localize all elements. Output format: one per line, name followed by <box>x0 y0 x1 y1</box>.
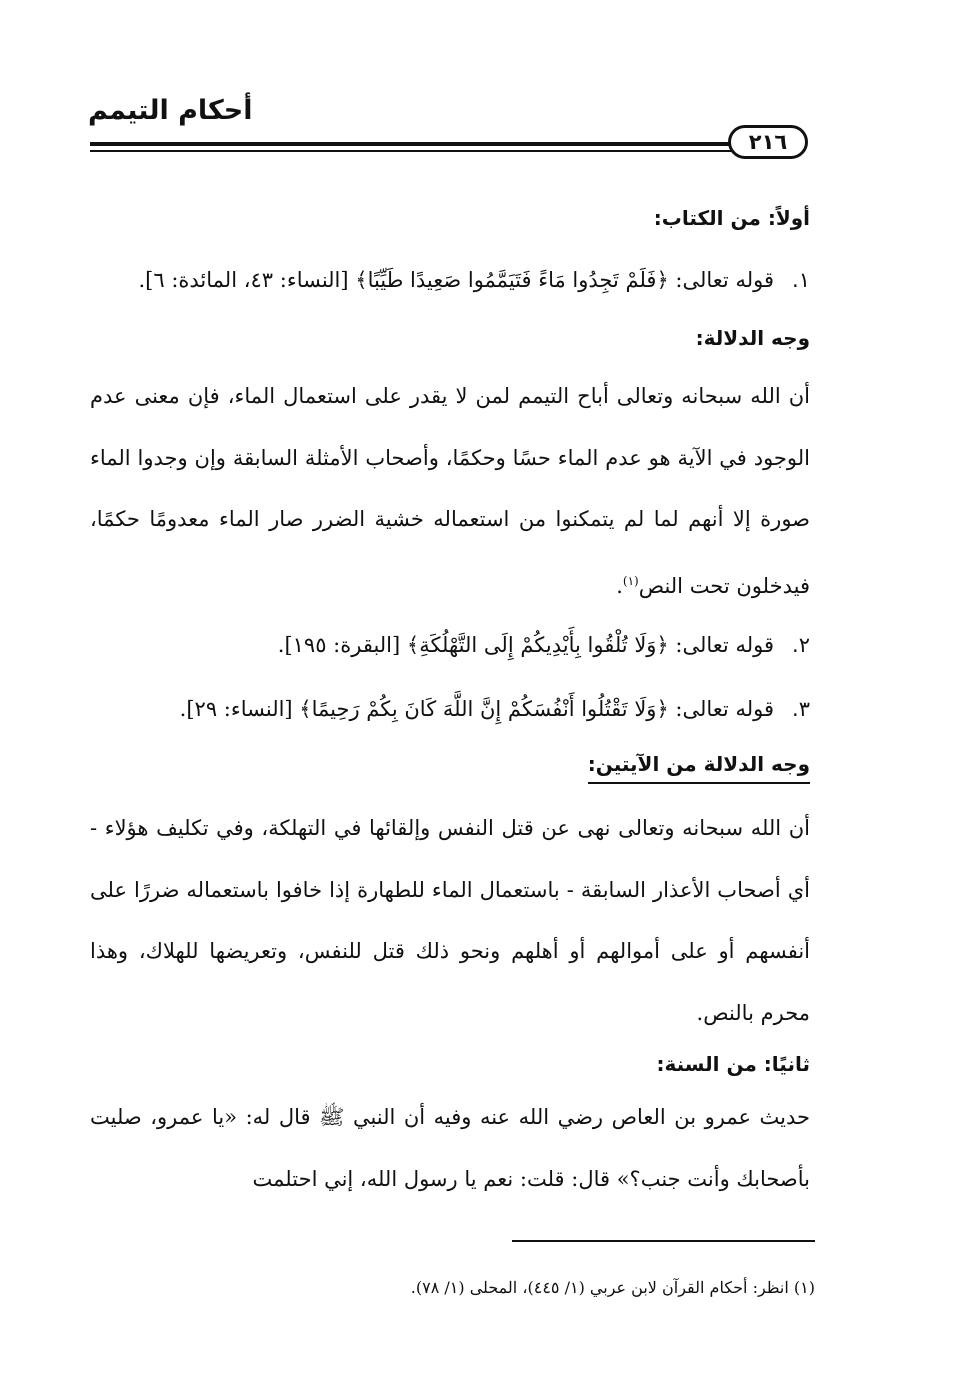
section-heading-sunnah: ثانيًا: من السنة: <box>656 1052 810 1076</box>
paragraph-text: أن الله سبحانه وتعالى أباح التيمم لمن لا يقدر على استعمال الماء، فإن معنى عدم الوجود في الآية هو عدم الماء حسًا وحكمًا، وأصحاب الأمثلة السابقة وإن وجدوا الماء صورة إلا أنهم لما لم يتمكنوا من استعماله خشية الضرر صار الماء معدومًا حكمًا، فيدخلون تحت النص <box>90 384 810 598</box>
evidence-item-2 <box>90 633 810 657</box>
subheading-evidence-2 <box>90 752 810 784</box>
page-number-badge: ٢١٦ <box>728 125 808 159</box>
header-rule-thin <box>90 150 740 152</box>
subheading-evidence-1: وجه الدلالة: <box>695 326 810 350</box>
section-heading-quran: أولاً: من الكتاب: <box>653 206 810 230</box>
item-text: قوله تعالى: ﴿وَلَا تُلْقُوا بِأَيْدِيكُمْ إِلَى التَّهْلُكَةِ﴾ [البقرة: ١٩٥]. <box>277 633 774 657</box>
item-number: ١. <box>792 268 810 292</box>
evidence-paragraph-1: أن الله سبحانه وتعالى أباح التيمم لمن لا يقدر على استعمال الماء، فإن معنى عدم الوجود في الآية هو عدم الماء حسًا وحكمًا، وأصحاب الأمثلة السابقة وإن وجدوا الماء صورة إلا أنهم لما لم يتمكنوا من استعماله خشية الضرر صار الماء معدومًا حكمًا، فيدخلون تحت النص$^{(١)}$. <box>90 384 810 598</box>
evidence-item-3 <box>90 697 810 721</box>
footnote-marker[interactable]: (١) <box>622 573 639 588</box>
evidence-paragraph-2: أن الله سبحانه وتعالى نهى عن قتل النفس وإلقائها في التهلكة، وفي تكليف هؤلاء - أي أصحاب الأعذار السابقة - باستعمال الماء للطهارة إذا خافوا باستعماله ضررًا على أنفسهم أو على أموالهم أو أهلهم ونحو ذلك قتل للنفس، وتعريضها للهلاك، وهذا محرم بالنص. <box>90 816 810 1025</box>
running-header-title: أحكام التيمم <box>88 95 253 126</box>
evidence-item-1 <box>90 268 810 292</box>
item-text: قوله تعالى: ﴿وَلَا تَقْتُلُوا أَنْفُسَكُمْ إِنَّ اللَّهَ كَانَ بِكُمْ رَحِيمًا﴾ [النساء: ٢٩]. <box>179 697 774 721</box>
header-rule-thick <box>90 142 740 146</box>
item-text: قوله تعالى: ﴿فَلَمْ تَجِدُوا مَاءً فَتَيَمَّمُوا صَعِيدًا طَيِّبًا﴾ [النساء: ٤٣، المائدة: ٦]. <box>138 268 774 292</box>
item-number: ٣. <box>792 697 810 721</box>
footnote-separator <box>512 1240 815 1242</box>
footnote: (١) انظر: أحكام القرآن لابن عربي (١/ ٤٤٥)، المحلى (١/ ٧٨). <box>410 1278 815 1297</box>
item-number: ٢. <box>792 633 810 657</box>
underlined-heading: وجه الدلالة من الآيتين: <box>588 752 810 784</box>
hadith-paragraph: حديث عمرو بن العاص رضي الله عنه وفيه أن النبي ﷺ قال له: «يا عمرو، صليت بأصحابك وأنت جنب؟» قال: قلت: نعم يا رسول الله، إني احتلمت <box>90 1105 810 1191</box>
